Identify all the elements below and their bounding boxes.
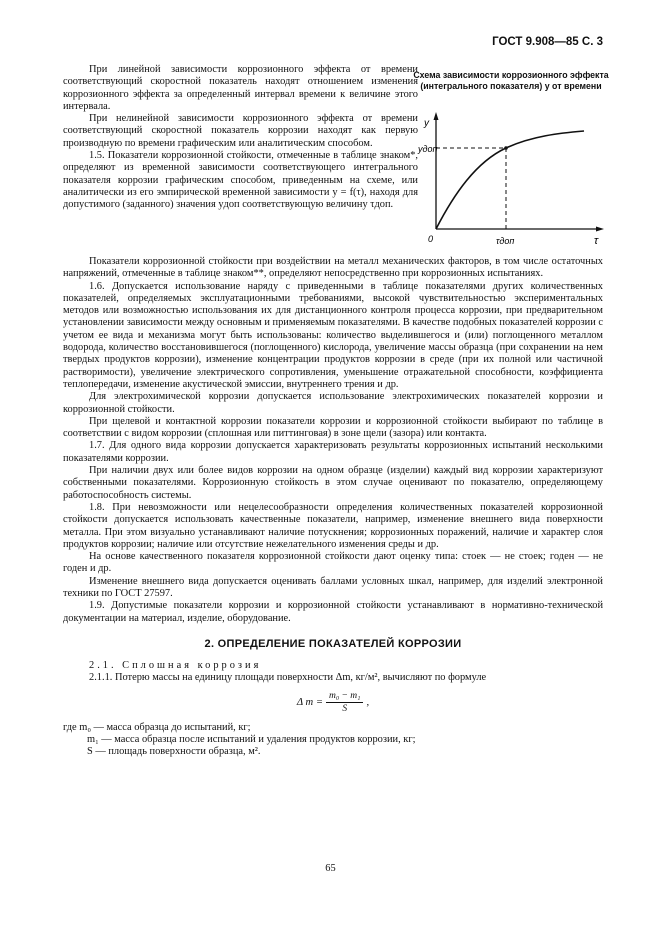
- legend-line: S — площадь поверхности образца, м².: [87, 746, 261, 758]
- formula-fraction: [326, 691, 364, 714]
- y-axis-arrow: [434, 112, 439, 120]
- paragraph: При нелинейной зависимости коррозионного эффекта от времени соответствующий скоростной показатель коррозии находят как первую производную по времени графическим или аналитическим способом.: [63, 113, 418, 149]
- paragraph: 1.5. Показатели коррозионной стойкости, отмеченные в таблице знаком*, определяют из временной зависимости соответствующего интегрального показателя коррозии графическим способом, приведенным на схеме, или аналитически из его эмпирической временной зависимости y = f(τ), находя для допустимого (заданного) значения yдоп соответствующую величину τдоп.: [63, 150, 418, 211]
- main-text: [63, 256, 603, 758]
- formula-lhs: Δ m =: [296, 696, 323, 708]
- legend-line: где m₀ — масса образца до испытаний, кг;: [63, 721, 251, 733]
- mass-loss-formula: [63, 691, 603, 714]
- corrosion-curve: [436, 131, 584, 229]
- formula-legend: [63, 722, 603, 759]
- legend-line: m₁ — масса образца после испытаний и удаления продуктов коррозии, кг;: [87, 733, 416, 745]
- paragraph: Показатели коррозионной стойкости при воздействии на металл механических факторов, в том числе остаточных напряжений, отмеченные в таблице знаком**, определяют непосредственно при коррозионных испытаниях.: [63, 256, 603, 280]
- subsection-title: 2.1. Сплошная коррозия: [89, 659, 262, 671]
- origin-label: 0: [428, 234, 434, 244]
- running-header: ГОСТ 9.908—85 С. 3: [492, 36, 603, 48]
- y-axis-label: y: [424, 118, 429, 129]
- y-limit-label: yдоп: [418, 144, 438, 154]
- limit-point: [504, 146, 508, 150]
- paragraph: 1.7. Для одного вида коррозии допускается характеризовать результаты коррозионных испытаний несколькими показателями коррозии.: [63, 440, 603, 464]
- paragraph: На основе качественного показателя коррозионной стойкости дают оценку типа: стоек — не стоек; годен — не годен и др.: [63, 551, 603, 575]
- x-axis-label: τ: [594, 235, 599, 247]
- figure-caption: Схема зависимости коррозионного эффекта (интегрального показателя) y от времени: [413, 70, 609, 91]
- paragraph: Для электрохимической коррозии допускается использование электрохимических показателей коррозии и коррозионной стойкости.: [63, 391, 603, 415]
- paragraph: Изменение внешнего вида допускается оценивать баллами условных шкал, например, для изделий электронной техники по ГОСТ 27597.: [63, 575, 603, 600]
- page-number: 65: [325, 863, 336, 874]
- x-axis-arrow: [596, 227, 604, 232]
- section-heading: 2. ОПРЕДЕЛЕНИЕ ПОКАЗАТЕЛЕЙ КОРРОЗИИ: [204, 637, 462, 650]
- corrosion-effect-chart: [414, 104, 610, 254]
- figure: [412, 70, 610, 91]
- formula-numerator: m₀ − m₁: [326, 691, 364, 703]
- left-column-text: [63, 64, 418, 212]
- paragraph: При щелевой и контактной коррозии показатели коррозии и коррозионной стойкости выбирают по таблице в соответствии с видом коррозии (сплошная или питтинговая) в зоне щели (зазора) или контакта.: [63, 415, 603, 440]
- paragraph: 1.8. При невозможности или нецелесообразности определения количественных показателей коррозионной стойкости допускается использовать качественные показатели, например, изменение внешнего вида поверхности металла. При этом визуально устанавливают наличие потускнения; коррозионных поражений, наличие и характер слоя продуктов коррозии; наличие или отсутствие нежелательного изменения среды и др.: [63, 501, 603, 550]
- paragraph: 1.6. Допускается использование наряду с приведенными в таблице показателями других количественных показателей, определяемых эксплуатационными требованиями, высокой чувствительностью экспериментальных методов или возможностью использования их для дистанционного контроля процесса коррозии, при предварительном установлении зависимости между основным и применяемым показателями. В качестве подобных показателей коррозии с учетом ее вида и механизма могут быть использованы: количество выделившегося и (или) поглощенного металлом водорода, количество восстановившегося (поглощенного) кислорода, увеличение массы образца (при сохранении на нем твердых продуктов коррозии), изменение концентрации продуктов коррозии в среде (при их полной или частичной растворимости), увеличение электрического сопротивления, уменьшение отражательной способности, коэффициента теплопередачи, изменение акустической эмиссии, внутреннего трения и др.: [63, 280, 603, 390]
- paragraph: При линейной зависимости коррозионного эффекта от времени соответствующий скоростной показатель находят отношением изменения коррозионного эффекта за определенный интервал времени к величине этого интервала.: [63, 64, 418, 112]
- x-limit-label: τдоп: [496, 236, 515, 246]
- paragraph: При наличии двух или более видов коррозии на одном образце (изделии) каждый вид коррозии характеризуют собственными показателями. Коррозионную стойкость в этом случае оценивают по показателю, определяющему работоспособность системы.: [63, 465, 603, 501]
- paragraph: 1.9. Допустимые показатели коррозии и коррозионной стойкости устанавливают в нормативно-технической документации на материал, изделие, оборудование.: [63, 600, 603, 624]
- formula-tail: ,: [366, 696, 370, 708]
- formula-denominator: S: [342, 703, 348, 714]
- paragraph: 2.1.1. Потерю массы на единицу площади поверхности Δm, кг/м², вычисляют по формуле: [89, 672, 487, 684]
